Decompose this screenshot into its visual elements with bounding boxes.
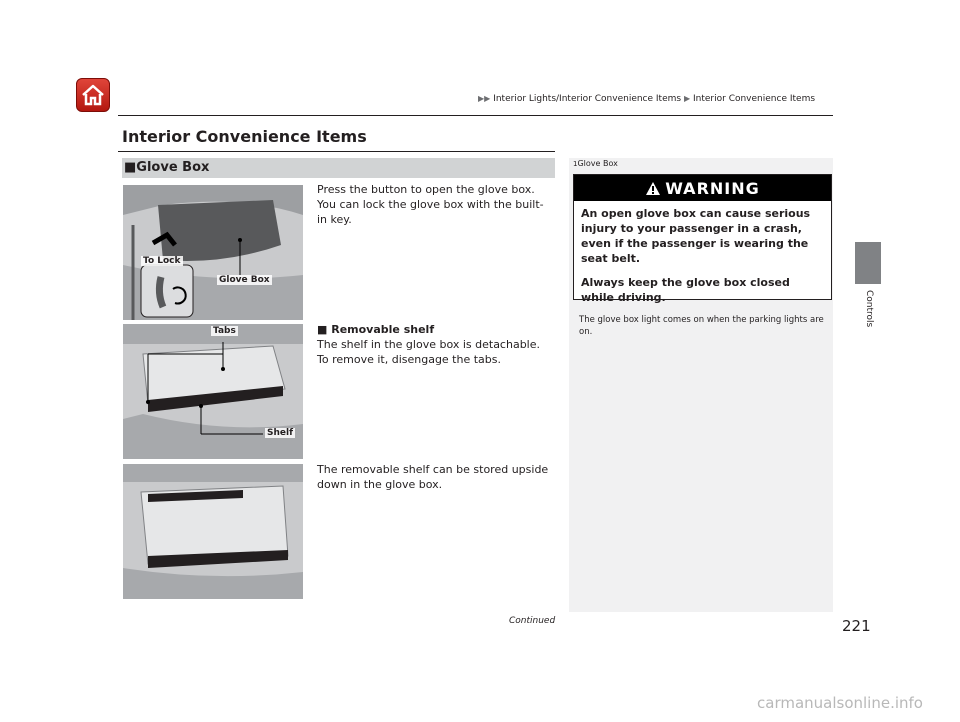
subsection-bullet-icon: ■ [317, 323, 332, 336]
page-number: 221 [842, 617, 871, 635]
subsection-text: The shelf in the glove box is detachable. To remove it, disengage the tabs. [317, 338, 540, 366]
section-bullet-icon: ■ [124, 160, 137, 175]
warning-header [574, 175, 831, 201]
removable-shelf-block [317, 322, 549, 367]
warning-paragraph: An open glove box can cause serious injury to your passenger in a crash, even if the passenger is wearing the seat belt. [581, 207, 811, 265]
breadcrumb-arrow-icon: ▶▶ [478, 94, 491, 103]
glove-box-label: Glove Box [219, 275, 270, 285]
warning-box [573, 174, 832, 304]
sidebar-caption [573, 159, 618, 168]
shelf-stored-figure [123, 464, 303, 599]
reference-icon: 1 [573, 160, 578, 168]
shelf-label: Shelf [267, 428, 293, 438]
header-rule [118, 115, 833, 116]
breadcrumb-arrow-icon: ▶ [683, 94, 691, 103]
breadcrumb [478, 94, 815, 104]
home-icon [81, 84, 105, 106]
warning-paragraph: Always keep the glove box closed while driving. [581, 276, 790, 304]
to-lock-label: To Lock [143, 256, 181, 266]
warning-icon [645, 181, 661, 196]
sidebar-caption-text: Glove Box [577, 159, 618, 168]
watermark: carmanualsonline.info [757, 694, 923, 712]
breadcrumb-item-current[interactable]: Interior Convenience Items [693, 94, 816, 104]
page-title: Interior Convenience Items [122, 127, 367, 146]
section-title: Glove Box [136, 160, 210, 175]
glove-box-figure [123, 185, 303, 320]
tabs-label: Tabs [213, 326, 236, 336]
title-rule [118, 151, 555, 152]
removable-shelf-figure [123, 324, 303, 459]
subsection-heading [317, 322, 549, 337]
shelf-storage-text: The removable shelf can be stored upside down in the glove box. [317, 463, 549, 491]
chapter-tab-label: Controls [864, 290, 874, 328]
chapter-tab[interactable] [855, 242, 881, 284]
sidebar-note: The glove box light comes on when the parking lights are on. [579, 315, 824, 337]
warning-text [574, 201, 831, 305]
breadcrumb-item-parent[interactable]: Interior Lights/Interior Convenience Items [493, 94, 682, 104]
continued-label: Continued [509, 616, 556, 626]
home-button[interactable] [76, 78, 110, 112]
warning-title: WARNING [665, 178, 760, 198]
section-heading [122, 158, 555, 178]
glove-box-intro: Press the button to open the glove box. You can lock the glove box with the built-in key. [317, 183, 544, 226]
subsection-title: Removable shelf [331, 323, 435, 336]
